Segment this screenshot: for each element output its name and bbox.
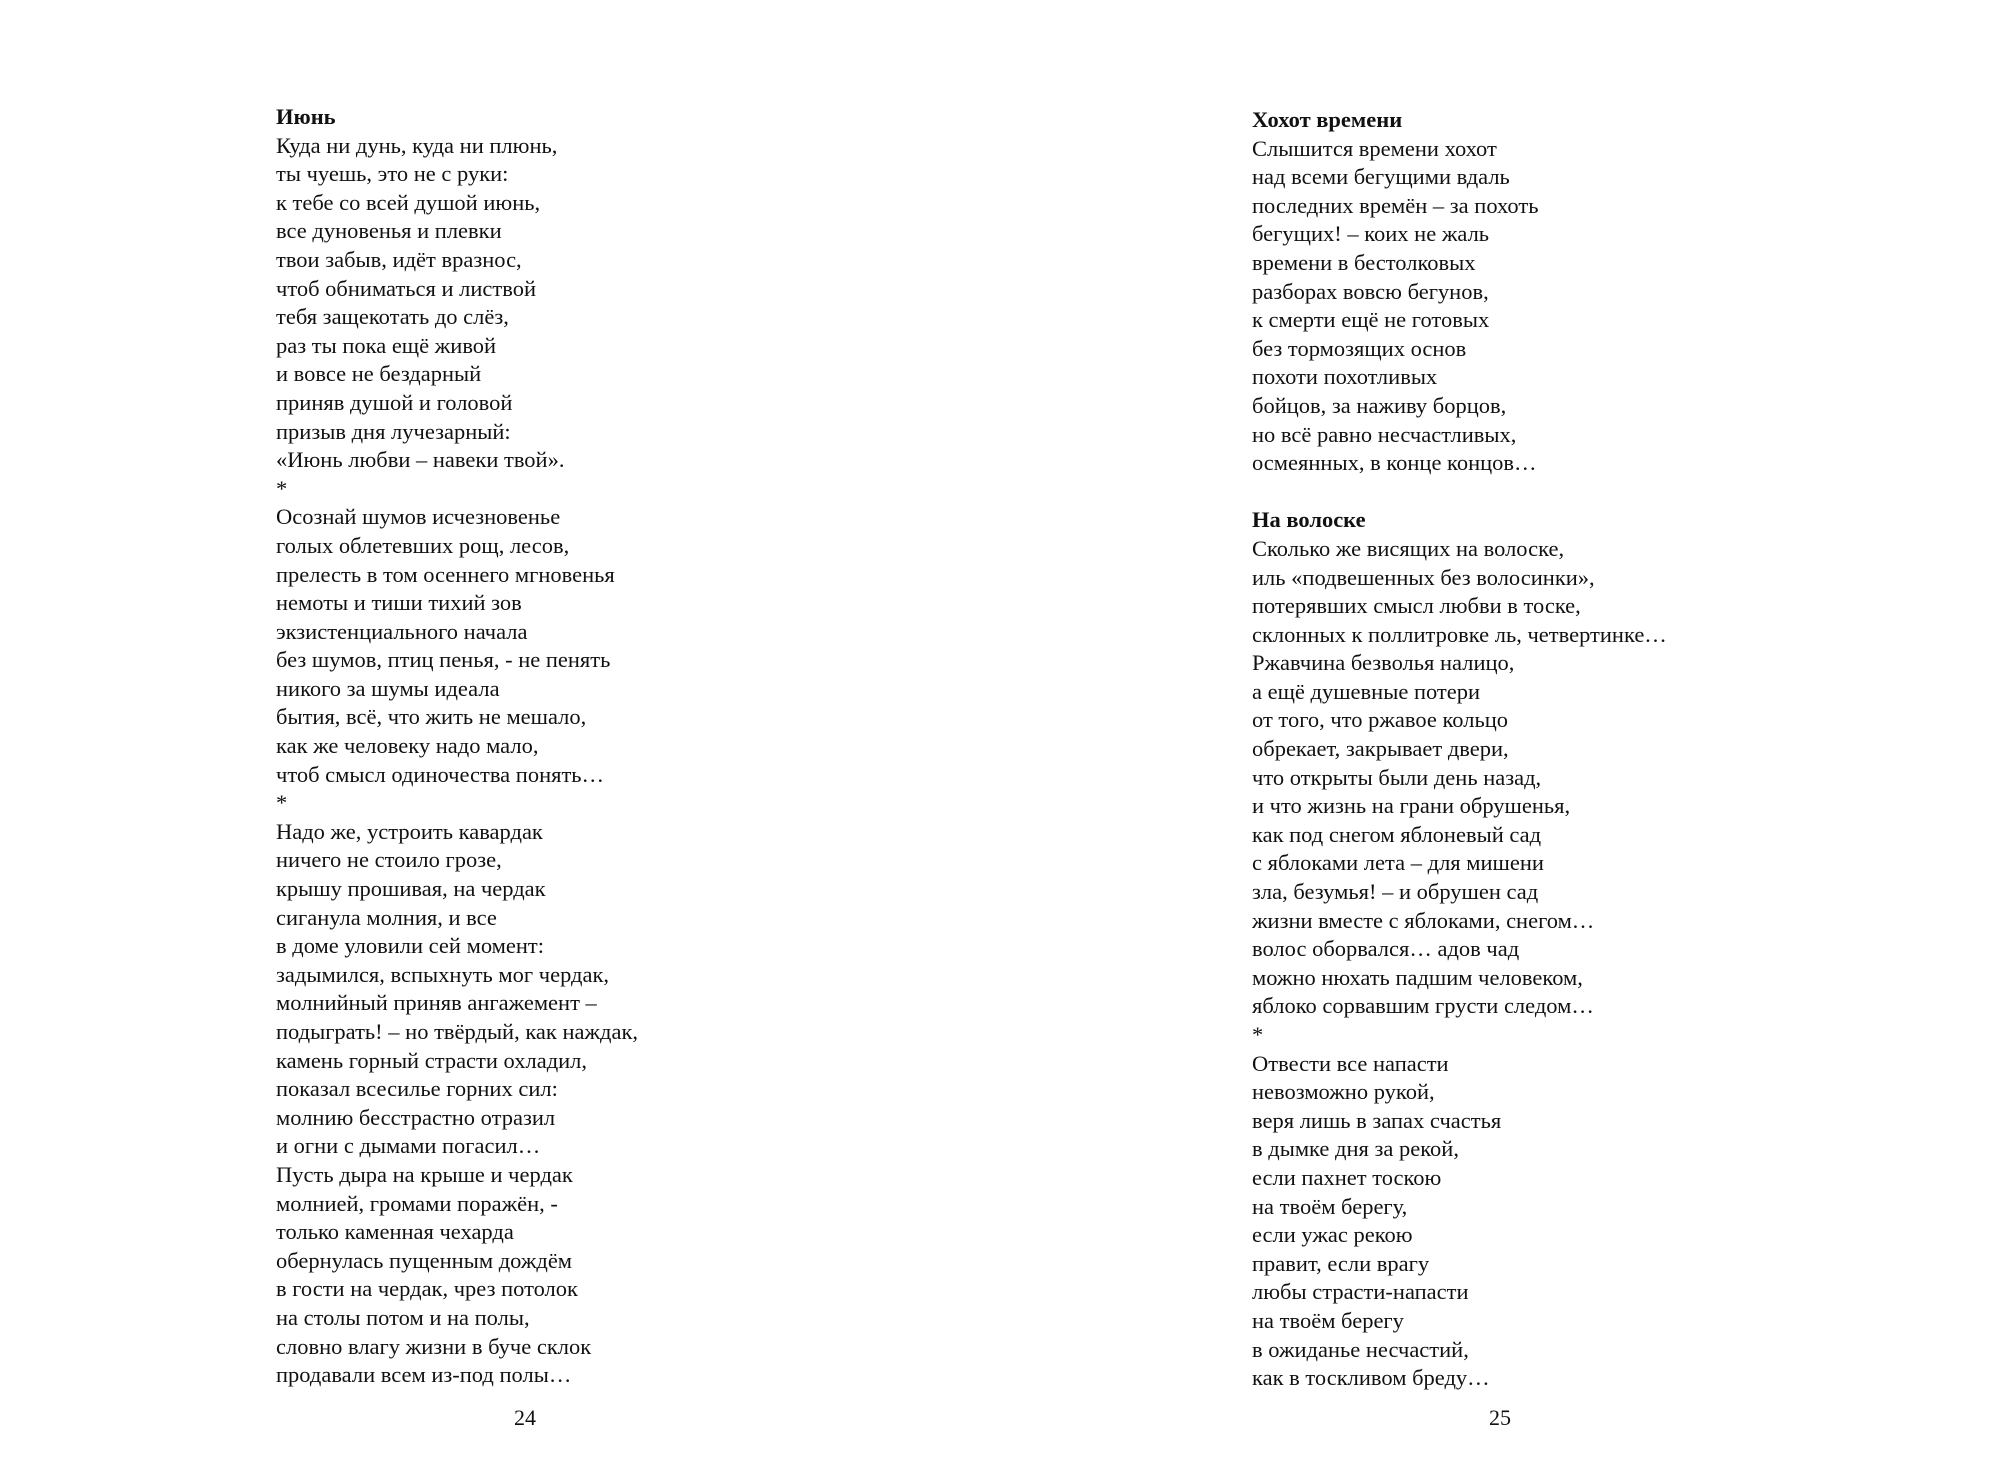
poem-line: Надо же, устроить кавардак xyxy=(276,818,543,844)
poem-line: обернулась пущенным дождём xyxy=(276,1247,573,1273)
poem-line: молнией, громами поражён, - xyxy=(276,1190,558,1216)
poem-line: ты чуешь, это не с руки: xyxy=(276,161,509,187)
poem-line: Сколько же висящих на волоске, xyxy=(1252,535,1565,561)
poem-title: На волоске xyxy=(1252,507,1366,533)
poem-line: и что жизнь на грани обрушенья, xyxy=(1252,793,1571,819)
poem-line: бойцов, за наживу борцов, xyxy=(1252,392,1507,418)
poem-line: если пахнет тоскою xyxy=(1252,1164,1442,1190)
poem-line: можно нюхать падшим человеком, xyxy=(1252,964,1583,990)
poem-gap xyxy=(1252,478,1667,507)
poem-line: продавали всем из-под полы… xyxy=(276,1362,572,1388)
poem-line: все дуновенья и плевки xyxy=(276,218,502,244)
poem-line: камень горный страсти охладил, xyxy=(276,1047,588,1073)
poem-line: Куда ни дунь, куда ни плюнь, xyxy=(276,132,558,158)
poem-line: Пусть дыра на крыше и чердак xyxy=(276,1161,573,1187)
poem-title: Июнь xyxy=(276,104,336,129)
poem-line: зла, безумья! – и обрушен сад xyxy=(1252,879,1539,905)
poem-line: Осознай шумов исчезновенье xyxy=(276,504,561,530)
poem-line: экзистенциального начала xyxy=(276,618,528,644)
poem-line: как же человеку надо мало, xyxy=(276,733,539,759)
poem-line: в доме уловили сей момент: xyxy=(276,933,544,959)
poem-line: ничего не стоило грозе, xyxy=(276,847,502,873)
stanza-separator: * xyxy=(1252,1022,1264,1047)
poem-line: правит, если врагу xyxy=(1252,1250,1430,1276)
poem-line: если ужас рекою xyxy=(1252,1222,1413,1248)
poem-line: что открыты были день назад, xyxy=(1252,764,1542,790)
stanza-separator: * xyxy=(276,475,288,501)
poem-line: осмеянных, в конце концов… xyxy=(1252,450,1537,476)
right-page xyxy=(1000,0,2000,1470)
poem-line: к тебе со всей душой июнь, xyxy=(276,189,541,215)
poem-line: разборах вовсю бегунов, xyxy=(1252,278,1489,304)
left-page-text xyxy=(276,103,638,1390)
poem-line: подыграть! – но твёрдый, как наждак, xyxy=(276,1019,639,1044)
poem-line: Слышится времени хохот xyxy=(1252,135,1497,161)
poem-line: крышу прошивая, на чердак xyxy=(276,876,546,902)
poem-line: приняв душой и головой xyxy=(276,389,513,415)
poem-line: с яблоками лета – для мишени xyxy=(1252,850,1544,876)
poem-line: чтоб обниматься и листвой xyxy=(276,275,537,301)
poem-line: немоты и тиши тихий зов xyxy=(276,590,522,616)
poem-line: на твоём берегу, xyxy=(1252,1193,1408,1219)
poem-line: но всё равно несчастливых, xyxy=(1252,421,1517,447)
poem-line: прелесть в том осеннего мгновенья xyxy=(276,561,615,587)
poem-line: склонных к поллитровке ль, четвертинке… xyxy=(1252,621,1667,647)
poem-line: потерявших смысл любви в тоске, xyxy=(1252,593,1581,619)
poem-line: без шумов, птиц пенья, - не пенять xyxy=(276,647,611,673)
poem-line: волос оборвался… адов чад xyxy=(1252,936,1520,962)
poem-line: последних времён – за похоть xyxy=(1252,192,1539,218)
poem-title: Хохот времени xyxy=(1252,107,1403,132)
poem-line: жизни вместе с яблоками, снегом… xyxy=(1252,907,1595,933)
poem-line: и вовсе не бездарный xyxy=(276,361,482,387)
poem-line: как в тоскливом бреду… xyxy=(1252,1365,1490,1391)
poem-line: похоти похотливых xyxy=(1252,364,1438,390)
poem-line: яблоко сорвавшим грусти следом… xyxy=(1252,993,1594,1019)
poem-line: любы страсти-напасти xyxy=(1252,1279,1469,1305)
poem-line: Отвести все напасти xyxy=(1252,1050,1449,1076)
poem-line: на твоём берегу xyxy=(1252,1307,1404,1333)
poem-line: тебя защекотать до слёз, xyxy=(276,304,509,330)
poem-line: иль «подвешенных без волосинки», xyxy=(1252,564,1595,590)
poem-line: бегущих! – коих не жаль xyxy=(1252,221,1490,247)
poem-line: в гости на чердак, чрез потолок xyxy=(276,1276,578,1302)
poem-line: в ожиданье несчастий, xyxy=(1252,1336,1469,1362)
poem-line: «Июнь любви – навеки твой». xyxy=(276,447,565,473)
poem-line: веря лишь в запах счастья xyxy=(1252,1107,1502,1133)
poem-line: молнию бесстрастно отразил xyxy=(276,1104,556,1130)
page-number-left: 24 xyxy=(514,1405,536,1430)
poem-line: без тормозящих основ xyxy=(1252,335,1467,361)
poem-line: словно влагу жизни в буче склок xyxy=(276,1333,592,1359)
right-page-text xyxy=(1252,106,1667,1393)
poem-line: времени в бестолковых xyxy=(1252,249,1476,275)
poem-line: обрекает, закрывает двери, xyxy=(1252,736,1509,762)
poem-line: на столы потом и на полы, xyxy=(276,1304,530,1330)
poem-line: никого за шумы идеала xyxy=(276,675,500,701)
poem-line: Ржавчина безволья налицо, xyxy=(1252,650,1515,676)
poem-line: и огни с дымами погасил… xyxy=(276,1133,541,1159)
poem-line: молнийный приняв ангажемент – xyxy=(276,990,597,1016)
poem-line: невозможно рукой, xyxy=(1252,1079,1435,1105)
poem-line: твои забыв, идёт вразнос, xyxy=(276,246,522,272)
poem-line: чтоб смысл одиночества понять… xyxy=(276,761,605,787)
stanza-separator: * xyxy=(276,790,288,816)
poem-line: задымился, вспыхнуть мог чердак, xyxy=(276,961,610,987)
poem-line: призыв дня лучезарный: xyxy=(276,418,511,444)
page-number-right: 25 xyxy=(1489,1405,1511,1430)
poem-line: к смерти ещё не готовых xyxy=(1252,307,1490,333)
poem-line: сиганула молния, и все xyxy=(276,904,497,930)
poem-line: как под снегом яблоневый сад xyxy=(1252,821,1542,847)
poem-line: бытия, всё, что жить не мешало, xyxy=(276,704,587,730)
poem-line: только каменная чехарда xyxy=(276,1219,514,1245)
poem-line: голых облетевших рощ, лесов, xyxy=(276,532,570,558)
poem-line: а ещё душевные потери xyxy=(1252,678,1481,704)
poem-line: в дымке дня за рекой, xyxy=(1252,1136,1459,1162)
poem-line: раз ты пока ещё живой xyxy=(276,332,497,358)
poem-line: над всеми бегущими вдаль xyxy=(1252,164,1510,190)
poem-line: от того, что ржавое кольцо xyxy=(1252,707,1509,733)
poem-line: показал всесилье горних сил: xyxy=(276,1076,558,1102)
